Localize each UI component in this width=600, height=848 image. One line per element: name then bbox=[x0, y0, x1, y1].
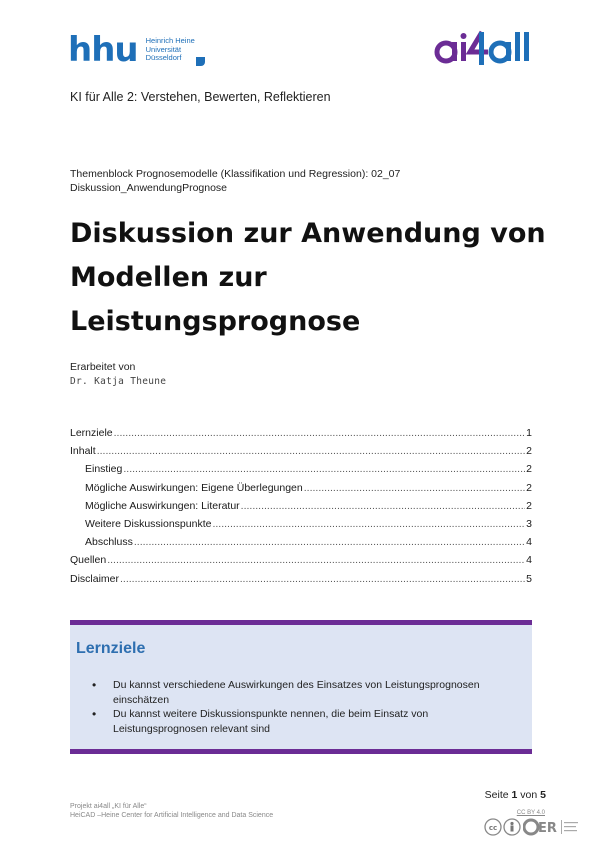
hhu-university-name: Heinrich Heine Universität Düsseldorf bbox=[145, 36, 195, 62]
toc-entry-abschluss[interactable]: Abschluss ..... 4 bbox=[70, 536, 532, 554]
list-item: • Du kannst verschiedene Auswirkungen des Einsatzes von Leistungsprognosen einschätzen bbox=[92, 678, 492, 707]
toc-entry-inhalt[interactable]: Inhalt ..... 2 bbox=[70, 445, 532, 463]
author-label: Erarbeitet von bbox=[70, 361, 136, 373]
lernziele-list bbox=[92, 678, 492, 736]
svg-text:ER: ER bbox=[538, 821, 557, 836]
hhu-wordmark: hhu bbox=[68, 30, 138, 70]
toc-entry-lernziele[interactable]: Lernziele ..... 1 bbox=[70, 427, 532, 445]
toc-entry-quellen[interactable]: Quellen ..... 4 bbox=[70, 554, 532, 572]
topic-block: Themenblock Prognosemodelle (Klassifikation und Regression): 02_07 Diskussion_AnwendungPrognose bbox=[70, 168, 401, 194]
hhu-square-icon bbox=[196, 57, 205, 66]
by-icon bbox=[504, 819, 520, 835]
footer-project: Projekt ai4all „KI für Alle“ bbox=[70, 803, 147, 810]
list-item: • Du kannst weitere Diskussionspunkte nennen, die beim Einsatz von Leistungsprognosen relevant sind bbox=[92, 707, 492, 736]
author-name: Dr. Katja Theune bbox=[70, 376, 167, 387]
toc-entry-disclaimer[interactable]: Disclaimer ..... 5 bbox=[70, 573, 532, 591]
ai4all-logo bbox=[434, 28, 542, 68]
page-number: Seite 1 von 5 bbox=[484, 789, 546, 801]
lernziele-heading: Lernziele bbox=[76, 640, 146, 657]
footer-center: HeiCAD –Heine Center for Artificial Intelligence and Data Science bbox=[70, 812, 274, 819]
document-title: Diskussion zur Anwendung von Modellen zur Leistungsprognose bbox=[70, 218, 546, 337]
svg-text:cc: cc bbox=[488, 824, 498, 832]
toc-entry-einstieg[interactable]: Einstieg ..... 2 bbox=[70, 463, 532, 481]
cc-by-icon bbox=[484, 818, 522, 836]
oer-logo bbox=[523, 816, 581, 838]
table-of-contents bbox=[70, 427, 532, 591]
course-title: KI für Alle 2: Verstehen, Bewerten, Reflektieren bbox=[70, 90, 331, 104]
toc-entry-diskussionspunkte[interactable]: Weitere Diskussionspunkte ..... 3 bbox=[70, 518, 532, 536]
cc-icon bbox=[485, 819, 501, 835]
hhu-logo bbox=[68, 30, 195, 70]
toc-entry-eigene-ueberlegungen[interactable]: Mögliche Auswirkungen: Eigene Überlegungen ..... 2 bbox=[70, 482, 532, 500]
toc-entry-literatur[interactable]: Mögliche Auswirkungen: Literatur ..... 2 bbox=[70, 500, 532, 518]
license-link[interactable]: CC BY 4.0 bbox=[516, 810, 545, 816]
